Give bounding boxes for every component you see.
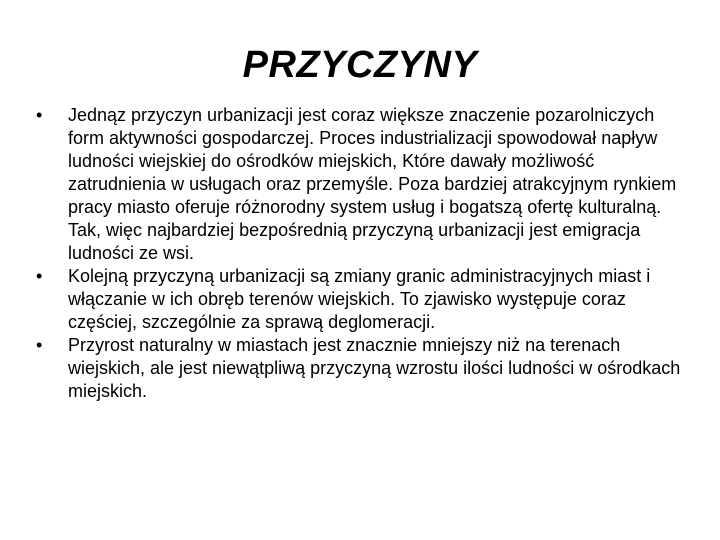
bullet-list	[36, 104, 684, 403]
bullet-item	[36, 334, 684, 403]
bullet-text: Przyrost naturalny w miastach jest znacznie mniejszy niż na terenach wiejskich, ale jest niewątpliwą przyczyną wzrostu ilości ludności w ośrodkach miejskich.	[68, 335, 681, 401]
slide-title: PRZYCZYNY	[242, 44, 478, 86]
bullet-text: Jednąz przyczyn urbanizacji jest coraz większe znaczenie pozarolniczych form aktywności gospodarczej. Proces industrializacji spowodował napływ ludności wiejskiej do ośrodków miejskich, Które dawały możliwość zatrudnienia w usługach oraz przemyśle. Poza bardziej atrakcyjnym rynkiem pracy miasto oferuje różnorodny system usług i bogatszą ofertę kulturalną. Tak, więc najbardziej bezpośrednią przyczyną urbanizacji jest emigracja ludności ze wsi.	[68, 105, 677, 263]
bullet-item	[36, 104, 684, 265]
bullet-icon: •	[36, 105, 43, 125]
bullet-icon: •	[36, 266, 43, 286]
bullet-item	[36, 265, 684, 334]
bullet-text: Kolejną przyczyną urbanizacji są zmiany granic administracyjnych miast i włączanie w ich obręb terenów wiejskich. To zjawisko występuje coraz częściej, szczególnie za sprawą deglomeracji.	[68, 266, 651, 332]
bullet-icon: •	[36, 335, 43, 355]
